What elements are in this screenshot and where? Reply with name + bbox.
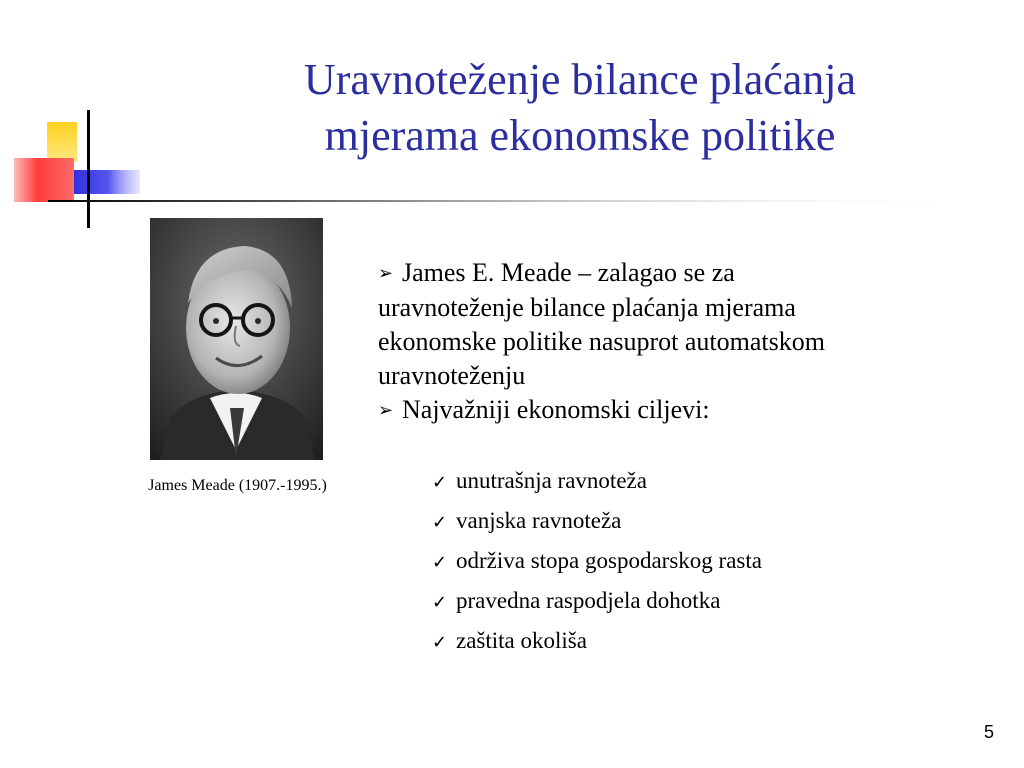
goal-item-text: vanjska ravnoteža (456, 508, 622, 533)
photo-caption: James Meade (1907.-1995.) (148, 477, 327, 494)
goal-item (432, 582, 992, 622)
goals-list (432, 462, 992, 662)
check-icon: ✓ (432, 512, 448, 533)
bullet-meade-line-1: James E. Meade – zalagao se za (402, 258, 735, 287)
bullet-meade (378, 256, 998, 393)
page-number: 5 (983, 722, 994, 742)
goal-item (432, 542, 992, 582)
logo-red-bar (14, 158, 74, 202)
bullet-meade-line-4: uravnoteženju (378, 361, 526, 390)
goal-item (432, 462, 992, 502)
goal-item-text: pravedna raspodjela dohotka (456, 588, 721, 613)
check-icon: ✓ (432, 552, 448, 573)
slide-title-line-1: Uravnoteženje bilance plaćanja (303, 55, 857, 104)
bullet-goals-heading (378, 393, 998, 428)
goal-item-text: unutrašnja ravnoteža (456, 468, 647, 493)
slide-title-line-2: mjerama ekonomske politike (324, 111, 836, 160)
bullet-meade-line-3: ekonomske politike nasuprot automatskom (378, 327, 825, 356)
check-icon: ✓ (432, 592, 448, 613)
portrait-illustration (150, 218, 323, 460)
check-icon: ✓ (432, 632, 448, 653)
goal-item-text: održiva stopa gospodarskog rasta (456, 548, 762, 573)
goal-item (432, 622, 992, 662)
logo-vertical-line (87, 110, 90, 228)
slide-title (150, 52, 1010, 164)
goals-heading-text: Najvažniji ekonomski ciljevi: (402, 395, 710, 424)
bullet-meade-line-2: uravnoteženje bilance plaćanja mjerama (378, 293, 796, 322)
logo-yellow-square (47, 122, 77, 162)
goal-item (432, 502, 992, 542)
arrow-bullet-icon: ➢ (378, 263, 394, 284)
main-content (378, 256, 998, 428)
arrow-bullet-icon: ➢ (378, 400, 394, 421)
logo-horizontal-line (48, 200, 968, 202)
portrait-photo (150, 218, 323, 460)
check-icon: ✓ (432, 472, 448, 493)
goal-item-text: zaštita okoliša (456, 628, 587, 653)
